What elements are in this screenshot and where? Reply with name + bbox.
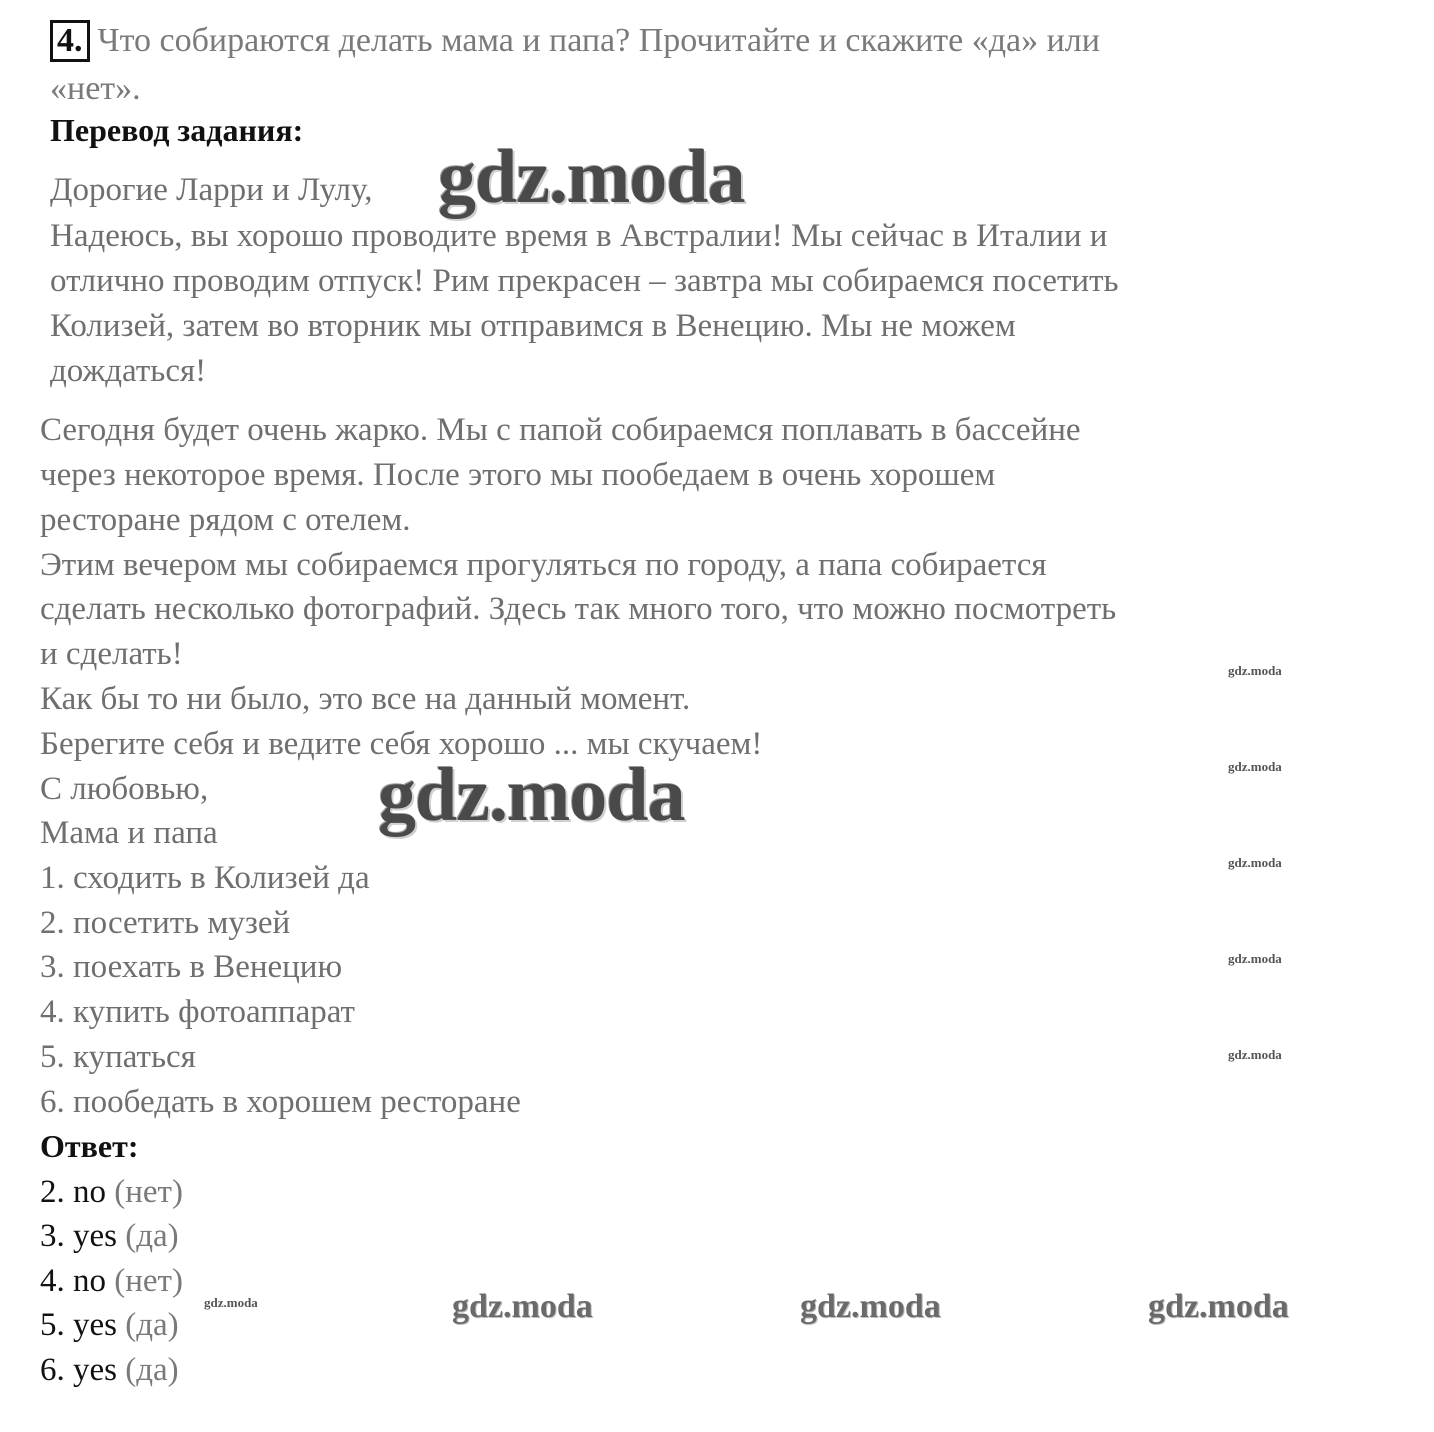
- list-item: 6. пообедать в хорошем ресторане: [40, 1084, 521, 1120]
- letter-line: Берегите себя и ведите себя хорошо ... мы скучаем!: [40, 726, 763, 762]
- letter-line: ресторане рядом с отелем.: [40, 502, 411, 538]
- watermark-small: gdz.moda: [1228, 951, 1282, 966]
- watermark-small: gdz.moda: [204, 1295, 258, 1310]
- answer-russian: (да): [125, 1307, 179, 1343]
- watermark-small: gdz.moda: [1228, 663, 1282, 678]
- answer-russian: (да): [125, 1352, 179, 1388]
- answer-english: no: [73, 1174, 106, 1210]
- watermark-small: gdz.moda: [1228, 1047, 1282, 1062]
- watermark-small: gdz.moda: [1228, 759, 1282, 774]
- task-question-line1: Что собираются делать мама и папа? Прочитайте и скажите «да» или: [97, 22, 1100, 59]
- answer-english: no: [73, 1263, 106, 1299]
- task-number-badge: 4.: [50, 20, 90, 62]
- letter-signature: Мама и папа: [40, 815, 218, 851]
- letter-line: через некоторое время. После этого мы пообедаем в очень хорошем: [40, 457, 996, 493]
- watermark-large: gdz.moda: [378, 753, 685, 837]
- letter-closing: С любовью,: [40, 771, 209, 807]
- watermark-medium: gdz.moda: [800, 1288, 941, 1325]
- letter-line: Этим вечером мы собираемся прогуляться по городу, а папа собирается: [40, 547, 1047, 583]
- answer-number: 3.: [40, 1218, 65, 1254]
- letter-line: Дорогие Ларри и Лулу,: [50, 172, 373, 208]
- answer-heading: Ответ:: [40, 1128, 139, 1164]
- answer-english: yes: [73, 1218, 117, 1254]
- answer-number: 6.: [40, 1352, 65, 1388]
- answer-row: [40, 1348, 179, 1393]
- answer-row: [40, 1214, 179, 1259]
- answer-row: [40, 1170, 183, 1215]
- answer-russian: (нет): [114, 1174, 183, 1210]
- answer-number: 5.: [40, 1307, 65, 1343]
- list-item: 1. сходить в Колизей да: [40, 860, 370, 896]
- watermark-small: gdz.moda: [1228, 855, 1282, 870]
- list-item: 5. купаться: [40, 1039, 196, 1075]
- letter-line: Сегодня будет очень жарко. Мы с папой собираемся поплавать в бассейне: [40, 412, 1081, 448]
- letter-line: Надеюсь, вы хорошо проводите время в Австралии! Мы сейчас в Италии и: [50, 218, 1108, 254]
- watermark-medium: gdz.moda: [452, 1288, 593, 1325]
- answer-russian: (да): [125, 1218, 179, 1254]
- list-item: 3. поехать в Венецию: [40, 949, 343, 985]
- answer-number: 2.: [40, 1174, 65, 1210]
- answer-russian: (нет): [114, 1263, 183, 1299]
- answer-row: [40, 1259, 183, 1304]
- task-question-line2: «нет».: [50, 70, 141, 107]
- watermark-medium: gdz.moda: [1148, 1288, 1289, 1325]
- translation-heading: Перевод задания:: [50, 112, 304, 148]
- answer-number: 4.: [40, 1263, 65, 1299]
- letter-line: дождаться!: [50, 353, 207, 389]
- list-item: 4. купить фотоаппарат: [40, 994, 355, 1030]
- task-question: [50, 18, 1100, 64]
- letter-line: отлично проводим отпуск! Рим прекрасен – завтра мы собираемся посетить: [50, 263, 1119, 299]
- letter-line: сделать несколько фотографий. Здесь так много того, что можно посмотреть: [40, 591, 1117, 627]
- answer-english: yes: [73, 1352, 117, 1388]
- letter-line: Колизей, затем во вторник мы отправимся в Венецию. Мы не можем: [50, 308, 1016, 344]
- letter-line: Как бы то ни было, это все на данный момент.: [40, 681, 691, 717]
- letter-line: и сделать!: [40, 636, 183, 672]
- answer-row: [40, 1303, 179, 1348]
- list-item: 2. посетить музей: [40, 905, 291, 941]
- watermark-large: gdz.moda: [438, 135, 745, 219]
- answer-english: yes: [73, 1307, 117, 1343]
